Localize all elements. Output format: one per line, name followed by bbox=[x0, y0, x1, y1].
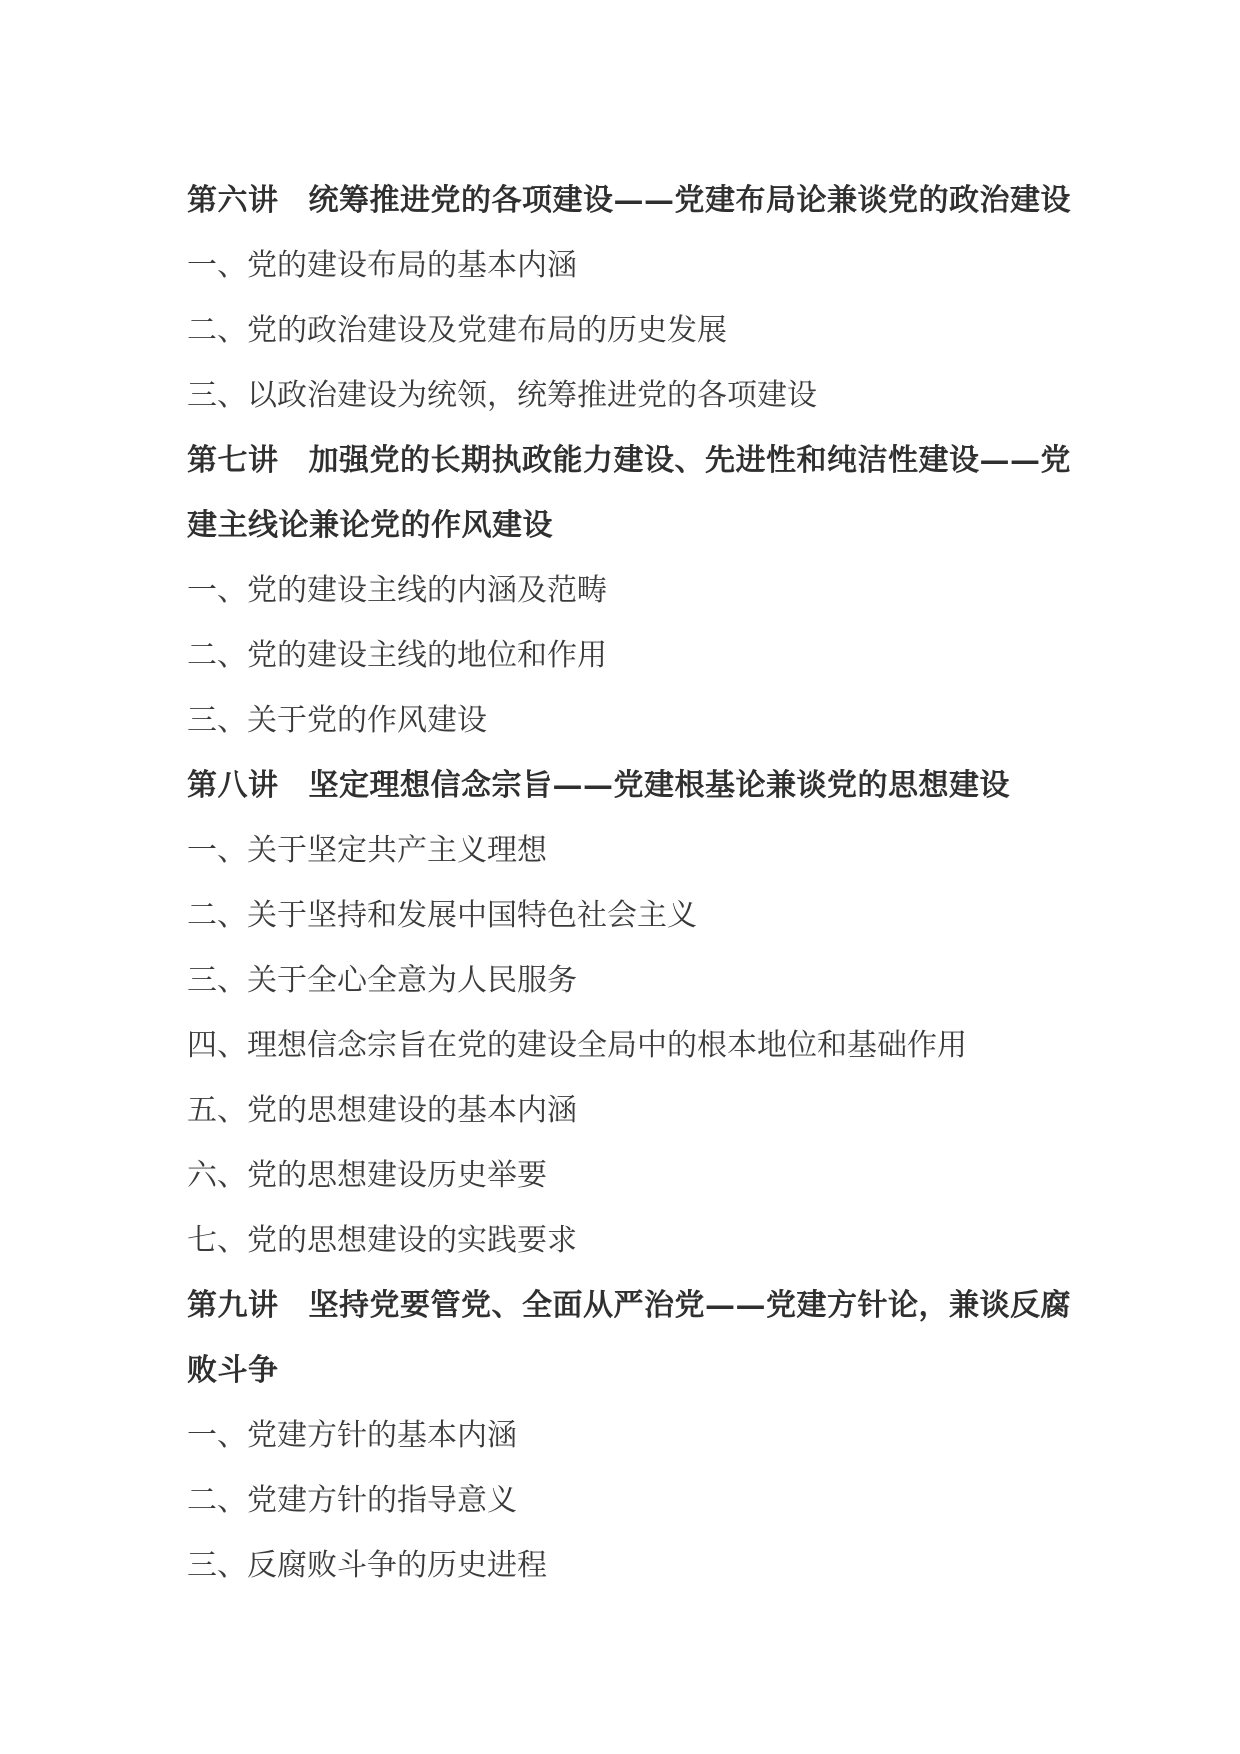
list-item: 三、关于党的作风建设 bbox=[187, 703, 487, 738]
list-item: 三、以政治建设为统领，统筹推进党的各项建设 bbox=[187, 378, 817, 413]
list-item: 五、党的思想建设的基本内涵 bbox=[187, 1093, 577, 1128]
lecture-heading bbox=[187, 753, 1067, 818]
table-of-contents bbox=[187, 168, 1071, 1598]
lecture-heading bbox=[187, 428, 1071, 493]
lecture-number: 第六讲 bbox=[187, 183, 279, 218]
list-item: 二、党的建设主线的地位和作用 bbox=[187, 638, 607, 673]
lecture-heading bbox=[187, 1273, 1071, 1338]
list-item: 七、党的思想建设的实践要求 bbox=[187, 1223, 577, 1258]
lecture-title-continuation: 建主线论兼论党的作风建设 bbox=[187, 508, 553, 543]
lecture-title-continuation: 败斗争 bbox=[187, 1353, 279, 1388]
lecture-heading bbox=[187, 168, 1071, 233]
list-item: 六、党的思想建设历史举要 bbox=[187, 1158, 547, 1193]
lecture-number: 第九讲 bbox=[187, 1288, 279, 1323]
lecture-title: 加强党的长期执政能力建设、先进性和纯洁性建设——党 bbox=[308, 443, 1071, 478]
list-item: 四、理想信念宗旨在党的建设全局中的根本地位和基础作用 bbox=[187, 1028, 967, 1063]
lecture-title: 坚定理想信念宗旨——党建根基论兼谈党的思想建设 bbox=[308, 768, 1010, 803]
lecture-title: 统筹推进党的各项建设——党建布局论兼谈党的政治建设 bbox=[308, 183, 1071, 218]
lecture-title: 坚持党要管党、全面从严治党——党建方针论，兼谈反腐 bbox=[308, 1288, 1071, 1323]
list-item: 三、关于全心全意为人民服务 bbox=[187, 963, 577, 998]
list-item: 二、关于坚持和发展中国特色社会主义 bbox=[187, 898, 697, 933]
list-item: 一、党的建设主线的内涵及范畴 bbox=[187, 573, 607, 608]
lecture-number: 第八讲 bbox=[187, 768, 279, 803]
list-item: 一、党的建设布局的基本内涵 bbox=[187, 248, 577, 283]
list-item: 三、反腐败斗争的历史进程 bbox=[187, 1548, 547, 1583]
list-item: 二、党的政治建设及党建布局的历史发展 bbox=[187, 313, 727, 348]
list-item: 二、党建方针的指导意义 bbox=[187, 1483, 517, 1518]
list-item: 一、党建方针的基本内涵 bbox=[187, 1418, 517, 1453]
list-item: 一、关于坚定共产主义理想 bbox=[187, 833, 547, 868]
lecture-number: 第七讲 bbox=[187, 443, 279, 478]
